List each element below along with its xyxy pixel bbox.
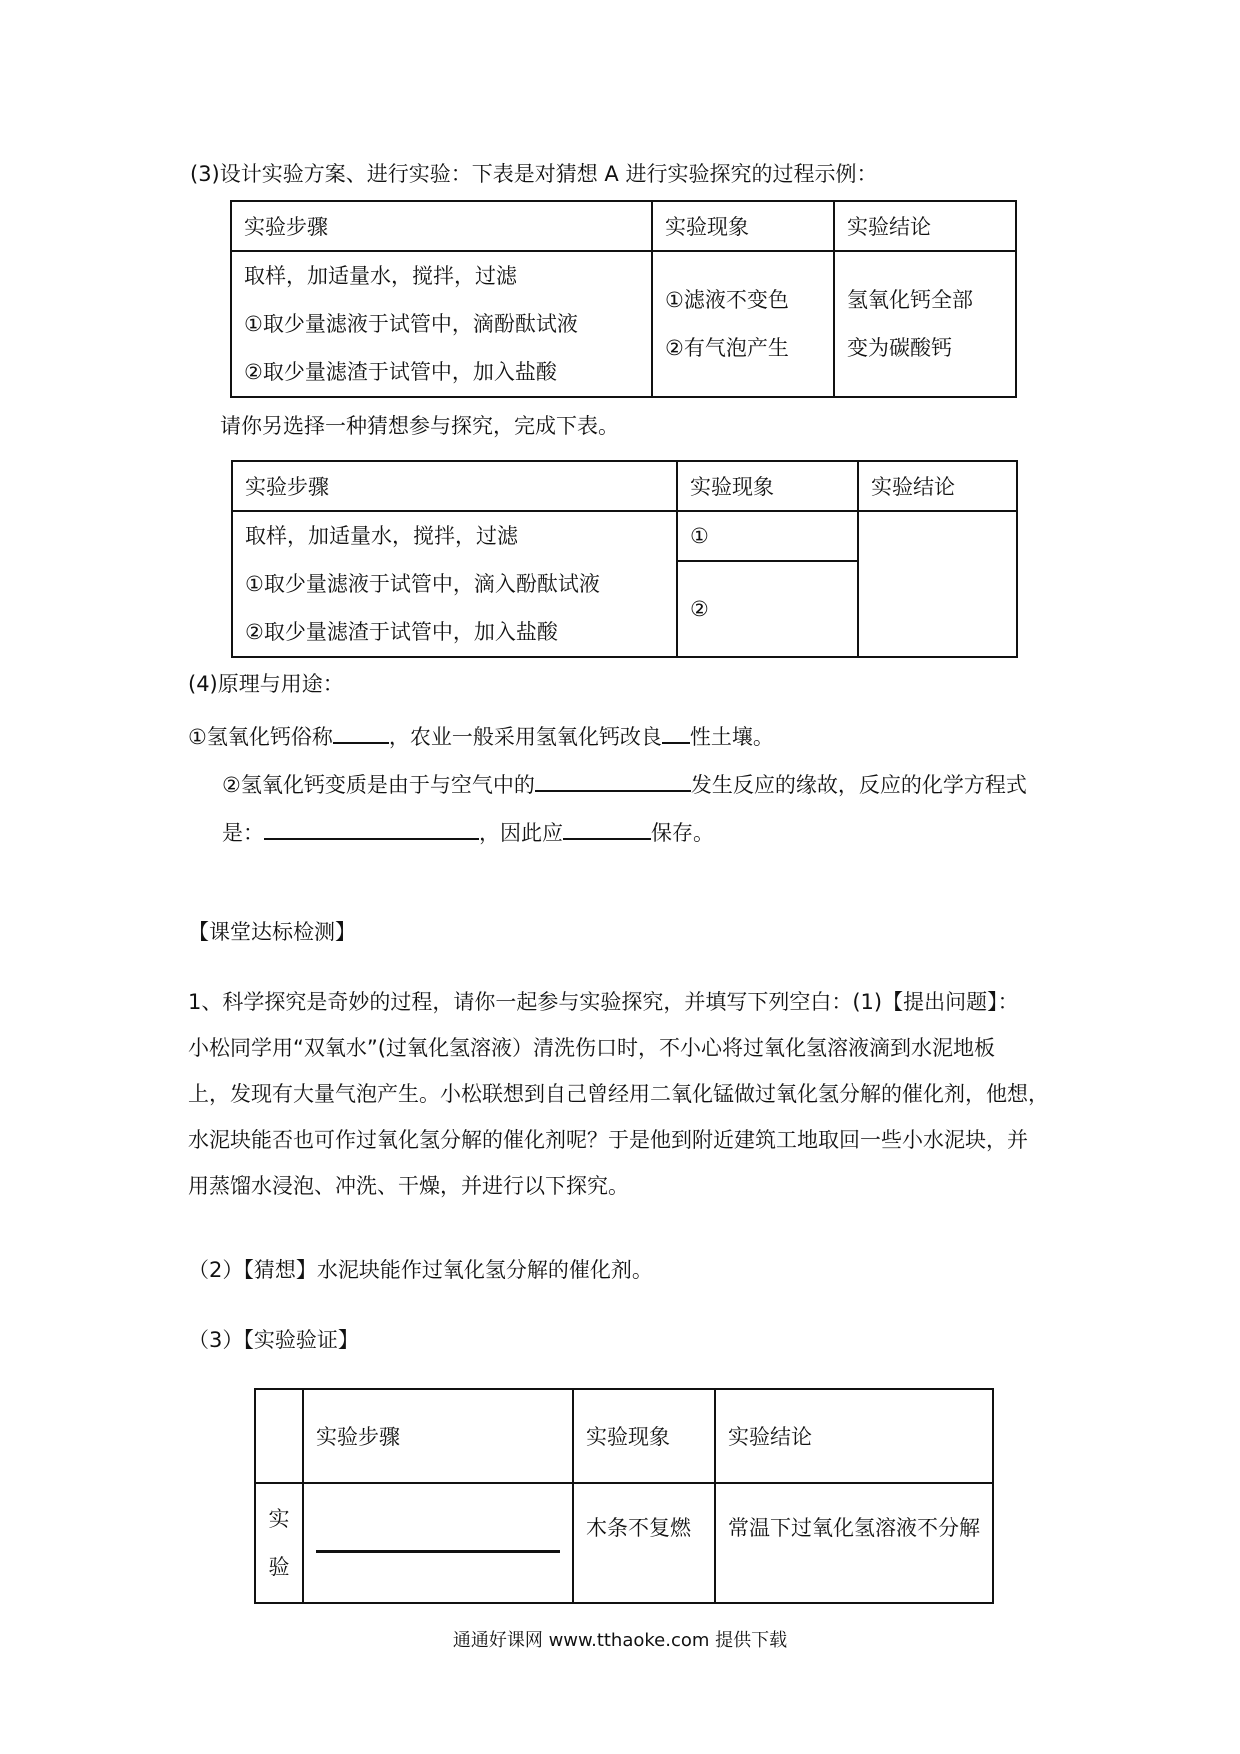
table1-conclusion-line: 变为碳酸钙	[847, 336, 952, 360]
problem-line: 1、科学探究是奇妙的过程，请你一起参与实验探究，并填写下列空白：(1)【提出问题】：	[188, 990, 1019, 1014]
q1-text-c: 性土壤。	[689, 725, 774, 749]
q1-text-a: ①氢氧化钙俗称	[188, 725, 333, 749]
table2-conclusion-cell	[858, 511, 1017, 657]
table1-conclusion-line: 氢氧化钙全部	[847, 288, 973, 312]
table1-step: 取样，加适量水，搅拌，过滤	[244, 264, 517, 288]
problem-line: 上，发现有大量气泡产生。小松联想到自己曾经用二氧化锰做过氧化氢分解的催化剂，他想，	[188, 1082, 1049, 1106]
part4-title: (4)原理与用途：	[188, 672, 344, 696]
table3-header-conclusion: 实验结论	[715, 1389, 993, 1483]
answer-blank[interactable]	[535, 768, 691, 792]
table1-phenomenon: ②有气泡产生	[665, 336, 789, 360]
table2-header-steps: 实验步骤	[232, 461, 677, 511]
example-table	[230, 200, 1017, 398]
q3-text-c: 保存。	[651, 821, 714, 845]
table3-conclusion: 常温下过氧化氢溶液不分解	[715, 1483, 993, 1603]
table2-header-conclusion: 实验结论	[858, 461, 1017, 511]
answer-blank[interactable]	[316, 1528, 560, 1553]
q3-text-a: 是：	[222, 821, 264, 845]
table1-header-phenomena: 实验现象	[652, 201, 834, 251]
table3-steps-cell	[303, 1483, 573, 1603]
guess-line: （2）【猜想】水泥块能作过氧化氢分解的催化剂。	[188, 1258, 653, 1282]
footer-credit: 通通好课网 www.tthaoke.com 提供下载	[452, 1630, 788, 1651]
table2-step: ①取少量滤液于试管中，滴入酚酞试液	[245, 572, 600, 596]
table3-row-label	[255, 1483, 303, 1603]
row-label-char: 验	[268, 1555, 290, 1579]
table1-header-steps: 实验步骤	[231, 201, 652, 251]
table3-phenomenon: 木条不复燃	[573, 1483, 715, 1603]
row-label-char: 实	[268, 1507, 290, 1531]
table1-phenomenon: ①滤液不变色	[665, 288, 789, 312]
table1-conclusion-cell	[834, 251, 1016, 397]
table3-corner-cell	[255, 1389, 303, 1483]
problem-line: 用蒸馏水浸泡、冲洗、干燥，并进行以下探究。	[188, 1174, 629, 1198]
answer-blank[interactable]	[333, 720, 389, 744]
table3-header-phenomenon: 实验现象	[573, 1389, 715, 1483]
table1-step: ①取少量滤液于试管中，滴酚酞试液	[244, 312, 578, 336]
question-3	[222, 816, 714, 847]
section-title: 【课堂达标检测】	[188, 920, 356, 944]
answer-blank[interactable]	[264, 816, 479, 840]
part3-intro: (3)设计实验方案、进行实验：下表是对猜想 A 进行实验探究的过程示例：	[190, 162, 878, 186]
table2-header-phenomena: 实验现象	[677, 461, 858, 511]
verify-title: （3）【实验验证】	[188, 1328, 359, 1352]
table1-phenomena-cell	[652, 251, 834, 397]
answer-blank[interactable]	[563, 816, 651, 840]
choose-prompt: 请你另选择一种猜想参与探究，完成下表。	[220, 414, 619, 438]
q1-text-b: ，农业一般采用氢氧化钙改良	[388, 725, 662, 749]
question-1	[188, 720, 774, 751]
student-table	[231, 460, 1018, 658]
verification-table	[254, 1388, 994, 1604]
question-2	[222, 768, 1027, 799]
table1-steps-cell	[231, 251, 652, 397]
problem-line: 小松同学用“双氧水”(过氧化氢溶液）清洗伤口时，不小心将过氧化氢溶液滴到水泥地板	[188, 1036, 995, 1060]
problem-line: 水泥块能否也可作过氧化氢分解的催化剂呢？于是他到附近建筑工地取回一些小水泥块，并	[188, 1128, 1028, 1152]
table2-steps-cell	[232, 511, 677, 657]
table1-step: ②取少量滤渣于试管中，加入盐酸	[244, 360, 557, 384]
table2-phenomenon-1: ①	[677, 511, 858, 561]
answer-blank[interactable]	[662, 720, 690, 744]
table2-step: 取样，加适量水，搅拌，过滤	[245, 524, 518, 548]
table1-header-conclusion: 实验结论	[834, 201, 1016, 251]
q3-text-b: ，因此应	[479, 821, 563, 845]
q2-text-b: 发生反应的缘故，反应的化学方程式	[690, 773, 1027, 797]
table3-header-steps: 实验步骤	[303, 1389, 573, 1483]
q2-text-a: ②氢氧化钙变质是由于与空气中的	[222, 773, 535, 797]
table2-phenomenon-2: ②	[677, 561, 858, 657]
table2-step: ②取少量滤渣于试管中，加入盐酸	[245, 620, 558, 644]
